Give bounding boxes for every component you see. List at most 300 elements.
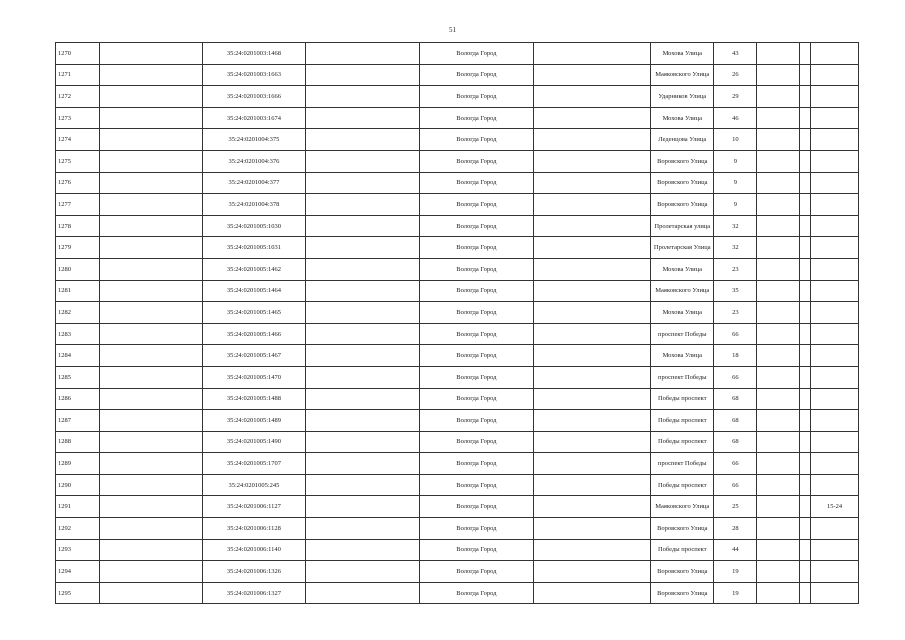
blank-cell [305,582,419,604]
cadastral-number-cell: 35:24:0201005:1466 [203,323,306,345]
blank-cell [305,280,419,302]
blank-cell [757,86,799,108]
flat-range-cell [811,280,859,302]
blank-cell [305,237,419,259]
blank-cell [757,43,799,65]
house-number-cell: 26 [714,64,757,86]
blank-cell [799,194,810,216]
house-number-cell: 19 [714,582,757,604]
blank-cell [100,86,203,108]
blank-cell [799,258,810,280]
city-cell: Вологда Город [419,539,533,561]
row-number-cell: 1270 [56,43,100,65]
city-cell: Вологда Город [419,518,533,540]
blank-cell [305,388,419,410]
street-cell: Победы проспект [651,474,714,496]
house-number-cell: 19 [714,561,757,583]
blank-cell [799,150,810,172]
blank-cell [305,496,419,518]
table-row [56,561,859,583]
blank-cell [757,194,799,216]
blank-cell [533,86,650,108]
cadastral-number-cell: 35:24:0201006:1128 [203,518,306,540]
cadastral-number-cell: 35:24:0201006:1127 [203,496,306,518]
city-cell: Вологда Город [419,431,533,453]
blank-cell [305,431,419,453]
table-row [56,388,859,410]
blank-cell [757,107,799,129]
row-number-cell: 1277 [56,194,100,216]
street-cell: Мохова Улица [651,302,714,324]
table-row [56,237,859,259]
blank-cell [533,280,650,302]
blank-cell [100,64,203,86]
street-cell: Воровского Улица [651,194,714,216]
flat-range-cell [811,323,859,345]
blank-cell [757,345,799,367]
row-number-cell: 1271 [56,64,100,86]
cadastral-number-cell: 35:24:0201003:1663 [203,64,306,86]
flat-range-cell [811,302,859,324]
flat-range-cell [811,43,859,65]
row-number-cell: 1287 [56,410,100,432]
table-row [56,215,859,237]
blank-cell [757,561,799,583]
street-cell: Воровского Улица [651,172,714,194]
house-number-cell: 28 [714,518,757,540]
street-cell: проспект Победы [651,323,714,345]
blank-cell [305,64,419,86]
city-cell: Вологда Город [419,107,533,129]
blank-cell [799,107,810,129]
blank-cell [757,172,799,194]
row-number-cell: 1289 [56,453,100,475]
city-cell: Вологда Город [419,86,533,108]
cadastral-number-cell: 35:24:0201005:1030 [203,215,306,237]
blank-cell [100,410,203,432]
row-number-cell: 1284 [56,345,100,367]
cadastral-number-cell: 35:24:0201005:1464 [203,280,306,302]
blank-cell [305,302,419,324]
blank-cell [305,561,419,583]
blank-cell [533,410,650,432]
blank-cell [799,129,810,151]
table-row [56,345,859,367]
blank-cell [305,539,419,561]
blank-cell [100,366,203,388]
blank-cell [757,496,799,518]
blank-cell [799,86,810,108]
blank-cell [100,518,203,540]
blank-cell [533,474,650,496]
flat-range-cell [811,129,859,151]
table-row [56,431,859,453]
street-cell: Маяковского Улица [651,64,714,86]
flat-range-cell [811,64,859,86]
blank-cell [533,366,650,388]
flat-range-cell [811,388,859,410]
house-number-cell: 66 [714,323,757,345]
blank-cell [100,431,203,453]
flat-range-cell [811,237,859,259]
flat-range-cell [811,258,859,280]
blank-cell [799,582,810,604]
street-cell: Воровского Улица [651,518,714,540]
blank-cell [757,453,799,475]
blank-cell [799,345,810,367]
cadastral-number-cell: 35:24:0201005:1490 [203,431,306,453]
blank-cell [100,453,203,475]
blank-cell [305,453,419,475]
blank-cell [757,258,799,280]
flat-range-cell [811,582,859,604]
blank-cell [100,194,203,216]
city-cell: Вологда Город [419,582,533,604]
street-cell: Мохова Улица [651,43,714,65]
city-cell: Вологда Город [419,150,533,172]
house-number-cell: 43 [714,43,757,65]
cadastral-number-cell: 35:24:0201005:1031 [203,237,306,259]
table-row [56,172,859,194]
house-number-cell: 66 [714,453,757,475]
blank-cell [305,194,419,216]
blank-cell [757,150,799,172]
blank-cell [305,345,419,367]
house-number-cell: 9 [714,194,757,216]
blank-cell [757,237,799,259]
city-cell: Вологда Город [419,323,533,345]
blank-cell [100,215,203,237]
city-cell: Вологда Город [419,258,533,280]
house-number-cell: 23 [714,258,757,280]
city-cell: Вологда Город [419,64,533,86]
row-number-cell: 1293 [56,539,100,561]
blank-cell [533,150,650,172]
flat-range-cell [811,194,859,216]
flat-range-cell [811,539,859,561]
blank-cell [799,561,810,583]
house-number-cell: 32 [714,215,757,237]
blank-cell [533,172,650,194]
city-cell: Вологда Город [419,43,533,65]
table-row [56,150,859,172]
cadastral-number-cell: 35:24:0201005:1489 [203,410,306,432]
blank-cell [757,388,799,410]
blank-cell [757,366,799,388]
blank-cell [533,345,650,367]
blank-cell [799,474,810,496]
house-number-cell: 9 [714,172,757,194]
blank-cell [533,194,650,216]
flat-range-cell [811,345,859,367]
blank-cell [100,280,203,302]
house-number-cell: 46 [714,107,757,129]
table-row [56,64,859,86]
city-cell: Вологда Город [419,237,533,259]
blank-cell [100,345,203,367]
row-number-cell: 1275 [56,150,100,172]
blank-cell [533,496,650,518]
cadastral-number-cell: 35:24:0201005:245 [203,474,306,496]
cadastral-number-cell: 35:24:0201004:375 [203,129,306,151]
flat-range-cell [811,518,859,540]
blank-cell [305,474,419,496]
blank-cell [533,561,650,583]
blank-cell [757,64,799,86]
blank-cell [100,388,203,410]
blank-cell [533,129,650,151]
row-number-cell: 1273 [56,107,100,129]
house-number-cell: 35 [714,280,757,302]
row-number-cell: 1282 [56,302,100,324]
blank-cell [100,496,203,518]
street-cell: проспект Победы [651,453,714,475]
blank-cell [100,323,203,345]
blank-cell [100,172,203,194]
street-cell: проспект Победы [651,366,714,388]
blank-cell [533,582,650,604]
table-row [56,302,859,324]
cadastral-number-cell: 35:24:0201004:378 [203,194,306,216]
blank-cell [305,366,419,388]
street-cell: Маяковского Улица [651,496,714,518]
cadastral-number-cell: 35:24:0201005:1488 [203,388,306,410]
blank-cell [757,129,799,151]
registry-body [56,43,859,604]
house-number-cell: 66 [714,474,757,496]
house-number-cell: 68 [714,388,757,410]
cadastral-number-cell: 35:24:0201003:1666 [203,86,306,108]
house-number-cell: 9 [714,150,757,172]
blank-cell [799,410,810,432]
cadastral-number-cell: 35:24:0201006:1140 [203,539,306,561]
cadastral-number-cell: 35:24:0201005:1465 [203,302,306,324]
flat-range-cell [811,86,859,108]
house-number-cell: 18 [714,345,757,367]
city-cell: Вологда Город [419,302,533,324]
blank-cell [757,518,799,540]
blank-cell [100,129,203,151]
blank-cell [799,172,810,194]
blank-cell [100,43,203,65]
flat-range-cell [811,107,859,129]
flat-range-cell [811,366,859,388]
blank-cell [799,215,810,237]
cadastral-number-cell: 35:24:0201005:1467 [203,345,306,367]
city-cell: Вологда Город [419,129,533,151]
row-number-cell: 1294 [56,561,100,583]
city-cell: Вологда Город [419,172,533,194]
city-cell: Вологда Город [419,215,533,237]
cadastral-number-cell: 35:24:0201006:1326 [203,561,306,583]
blank-cell [799,539,810,561]
street-cell: Маяковского Улица [651,280,714,302]
blank-cell [757,582,799,604]
city-cell: Вологда Город [419,410,533,432]
table-row [56,129,859,151]
street-cell: Ударников Улица [651,86,714,108]
blank-cell [533,302,650,324]
street-cell: Мохова Улица [651,258,714,280]
city-cell: Вологда Город [419,474,533,496]
table-row [56,323,859,345]
city-cell: Вологда Город [419,453,533,475]
row-number-cell: 1272 [56,86,100,108]
row-number-cell: 1286 [56,388,100,410]
street-cell: Воровского Улица [651,150,714,172]
blank-cell [757,410,799,432]
blank-cell [100,302,203,324]
blank-cell [533,64,650,86]
table-row [56,518,859,540]
cadastral-number-cell: 35:24:0201005:1707 [203,453,306,475]
blank-cell [799,453,810,475]
blank-cell [305,86,419,108]
blank-cell [305,518,419,540]
street-cell: Победы проспект [651,539,714,561]
blank-cell [799,323,810,345]
row-number-cell: 1295 [56,582,100,604]
blank-cell [533,388,650,410]
flat-range-cell [811,410,859,432]
cadastral-number-cell: 35:24:0201003:1674 [203,107,306,129]
row-number-cell: 1276 [56,172,100,194]
table-row [56,539,859,561]
table-row [56,366,859,388]
row-number-cell: 1281 [56,280,100,302]
blank-cell [799,237,810,259]
blank-cell [305,129,419,151]
house-number-cell: 32 [714,237,757,259]
page-number: 51 [449,26,456,34]
blank-cell [100,539,203,561]
blank-cell [305,410,419,432]
cadastral-number-cell: 35:24:0201003:1468 [203,43,306,65]
house-number-cell: 29 [714,86,757,108]
blank-cell [757,539,799,561]
table-row [56,496,859,518]
row-number-cell: 1291 [56,496,100,518]
street-cell: Пролетарская улица [651,215,714,237]
flat-range-cell: 15-24 [811,496,859,518]
cadastral-number-cell: 35:24:0201004:376 [203,150,306,172]
blank-cell [533,43,650,65]
blank-cell [533,323,650,345]
blank-cell [757,302,799,324]
blank-cell [305,107,419,129]
blank-cell [757,323,799,345]
row-number-cell: 1283 [56,323,100,345]
street-cell: Воровского Улица [651,561,714,583]
street-cell: Победы проспект [651,431,714,453]
street-cell: Победы проспект [651,410,714,432]
street-cell: Пролетарская Улица [651,237,714,259]
table-row [56,280,859,302]
table-row [56,582,859,604]
house-number-cell: 68 [714,431,757,453]
blank-cell [100,582,203,604]
blank-cell [799,64,810,86]
blank-cell [799,302,810,324]
table-row [56,43,859,65]
city-cell: Вологда Город [419,388,533,410]
blank-cell [799,518,810,540]
blank-cell [533,518,650,540]
blank-cell [533,107,650,129]
property-registry-table [55,42,859,604]
blank-cell [757,215,799,237]
blank-cell [100,258,203,280]
row-number-cell: 1285 [56,366,100,388]
row-number-cell: 1279 [56,237,100,259]
table-row [56,86,859,108]
city-cell: Вологда Город [419,496,533,518]
blank-cell [757,474,799,496]
blank-cell [100,107,203,129]
flat-range-cell [811,172,859,194]
city-cell: Вологда Город [419,561,533,583]
blank-cell [100,237,203,259]
blank-cell [100,474,203,496]
street-cell: Победы проспект [651,388,714,410]
blank-cell [799,43,810,65]
table-row [56,194,859,216]
flat-range-cell [811,150,859,172]
blank-cell [305,150,419,172]
row-number-cell: 1292 [56,518,100,540]
house-number-cell: 25 [714,496,757,518]
blank-cell [799,280,810,302]
house-number-cell: 66 [714,366,757,388]
street-cell: Леденцова Улица [651,129,714,151]
street-cell: Мохова Улица [651,345,714,367]
blank-cell [799,366,810,388]
blank-cell [533,539,650,561]
city-cell: Вологда Город [419,194,533,216]
cadastral-number-cell: 35:24:0201005:1462 [203,258,306,280]
flat-range-cell [811,215,859,237]
blank-cell [100,150,203,172]
city-cell: Вологда Город [419,345,533,367]
blank-cell [799,388,810,410]
street-cell: Воровского Улица [651,582,714,604]
house-number-cell: 44 [714,539,757,561]
blank-cell [533,453,650,475]
blank-cell [305,323,419,345]
blank-cell [533,431,650,453]
blank-cell [100,561,203,583]
row-number-cell: 1278 [56,215,100,237]
blank-cell [533,258,650,280]
blank-cell [305,215,419,237]
flat-range-cell [811,453,859,475]
blank-cell [305,172,419,194]
blank-cell [757,431,799,453]
blank-cell [757,280,799,302]
house-number-cell: 10 [714,129,757,151]
blank-cell [533,237,650,259]
row-number-cell: 1274 [56,129,100,151]
house-number-cell: 23 [714,302,757,324]
blank-cell [533,215,650,237]
flat-range-cell [811,561,859,583]
flat-range-cell [811,431,859,453]
cadastral-number-cell: 35:24:0201006:1327 [203,582,306,604]
blank-cell [799,431,810,453]
row-number-cell: 1290 [56,474,100,496]
city-cell: Вологда Город [419,280,533,302]
cadastral-number-cell: 35:24:0201005:1470 [203,366,306,388]
